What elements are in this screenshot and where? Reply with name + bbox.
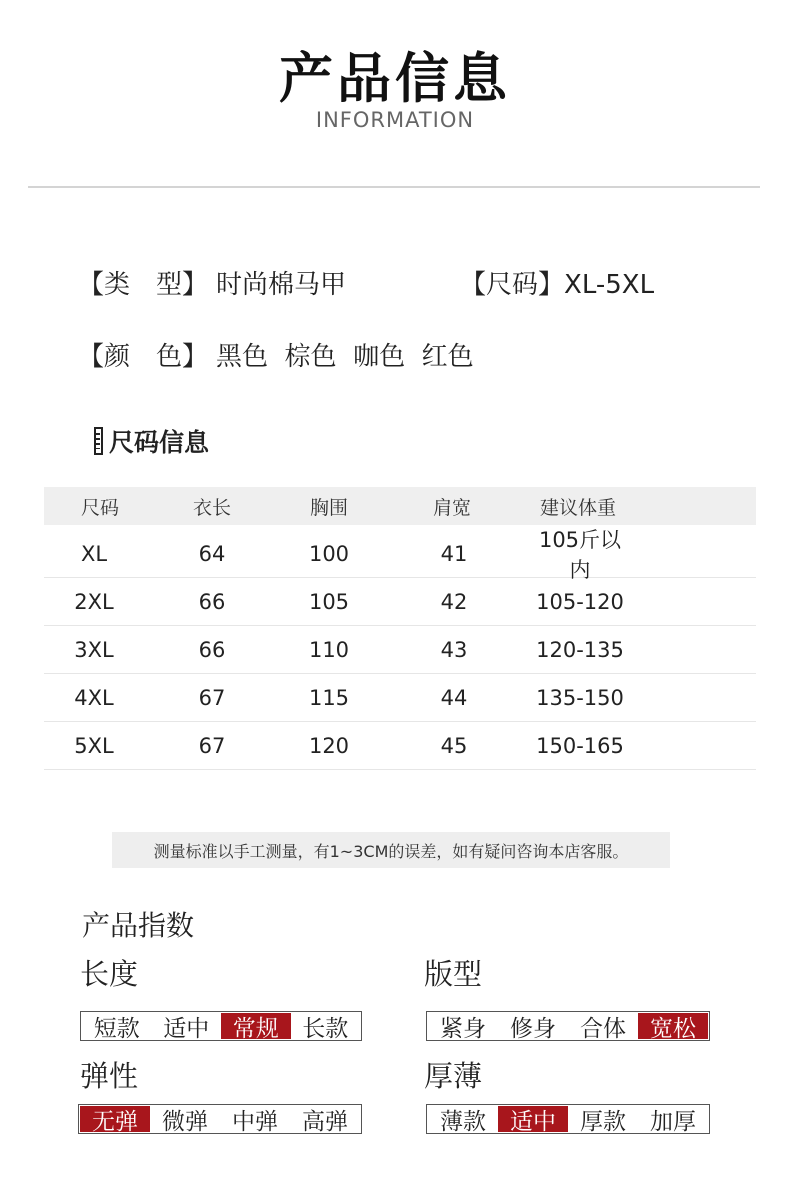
- table-cell: 66: [198, 589, 226, 614]
- table-cell: 135-150: [536, 685, 624, 710]
- table-cell: 110: [308, 637, 350, 662]
- size-section-header: [94, 424, 209, 458]
- info-size: [460, 264, 654, 301]
- index-option: 紧身: [440, 1015, 486, 1042]
- table-cell: 5XL: [74, 733, 114, 758]
- measurement-note: 测量标准以手工测量，有1~3CM的误差，如有疑问咨询本店客服。: [112, 832, 670, 868]
- index-scale-thickness: [426, 1104, 710, 1134]
- index-option: 适中: [163, 1015, 210, 1042]
- ruler-icon: [94, 427, 103, 455]
- index-option: 中弹: [232, 1108, 278, 1135]
- page-subtitle: INFORMATION: [315, 108, 475, 132]
- index-label-elasticity: 弹性: [80, 1059, 139, 1093]
- table-cell: 43: [440, 637, 468, 662]
- info-type: [78, 264, 346, 301]
- table-cell: 45: [440, 733, 468, 758]
- size-table: [44, 487, 756, 770]
- table-cell: 66: [198, 637, 226, 662]
- table-row: [44, 674, 756, 722]
- index-option: 薄款: [440, 1108, 486, 1135]
- table-cell: 64: [198, 541, 226, 566]
- table-cell: 42: [440, 589, 468, 614]
- info-color: [78, 336, 474, 373]
- size-value: XL-5XL: [564, 270, 655, 300]
- table-cell: 150-165: [536, 733, 624, 758]
- index-option: 适中: [498, 1106, 568, 1132]
- index-option: 合体: [580, 1015, 626, 1042]
- index-option: 无弹: [80, 1106, 150, 1132]
- size-section-title: 尺码信息: [109, 428, 210, 457]
- table-row: [44, 626, 756, 674]
- index-option: 短款: [93, 1015, 140, 1042]
- type-value: 时尚棉马甲: [216, 270, 347, 300]
- index-label-thickness: 厚薄: [424, 1059, 483, 1093]
- index-scale-fit: [426, 1011, 710, 1041]
- table-cell: 105-120: [536, 589, 624, 614]
- table-cell: 120-135: [536, 637, 624, 662]
- index-option: 宽松: [638, 1013, 708, 1039]
- table-cell: 105: [308, 589, 350, 614]
- table-cell: 115: [308, 685, 350, 710]
- size-label: 【尺码】: [460, 270, 565, 300]
- table-header-row: [44, 487, 756, 525]
- index-option: 厚款: [580, 1108, 626, 1135]
- table-cell: 41: [440, 541, 468, 566]
- color-label: 【颜 色】: [78, 342, 209, 372]
- header-cell: 衣长: [192, 496, 231, 519]
- index-option: 常规: [221, 1013, 291, 1039]
- index-scale-elasticity: [78, 1104, 362, 1134]
- index-option: 加厚: [650, 1108, 696, 1135]
- index-title: 产品指数: [82, 909, 195, 942]
- table-cell: 100: [308, 541, 350, 566]
- index-option: 长款: [302, 1015, 349, 1042]
- table-cell: 67: [198, 733, 226, 758]
- table-cell: 2XL: [74, 589, 114, 614]
- header-cell: 建议体重: [539, 496, 616, 519]
- table-cell: 67: [198, 685, 226, 710]
- table-cell: XL: [80, 541, 108, 566]
- page-title: 产品信息: [279, 46, 511, 110]
- header-cell: 尺码: [80, 496, 119, 519]
- color-value: 黑色 棕色 咖色 红色: [216, 342, 474, 372]
- table-cell: 120: [308, 733, 350, 758]
- table-row: [44, 722, 756, 770]
- index-option: 微弹: [162, 1108, 208, 1135]
- table-row: [44, 578, 756, 626]
- table-row: [44, 527, 756, 582]
- header-divider: [28, 186, 760, 188]
- table-cell: 44: [440, 685, 468, 710]
- index-option: 高弹: [302, 1108, 348, 1135]
- index-label-fit: 版型: [424, 957, 483, 991]
- index-option: 修身: [510, 1015, 556, 1042]
- header-cell: 胸围: [309, 496, 348, 519]
- type-label: 【类 型】: [78, 270, 209, 300]
- table-cell: 105斤以内: [538, 527, 622, 582]
- table-cell: 3XL: [74, 637, 114, 662]
- header-cell: 肩宽: [432, 496, 471, 519]
- index-label-length: 长度: [80, 957, 139, 991]
- index-scale-length: [80, 1011, 362, 1041]
- table-cell: 4XL: [74, 685, 114, 710]
